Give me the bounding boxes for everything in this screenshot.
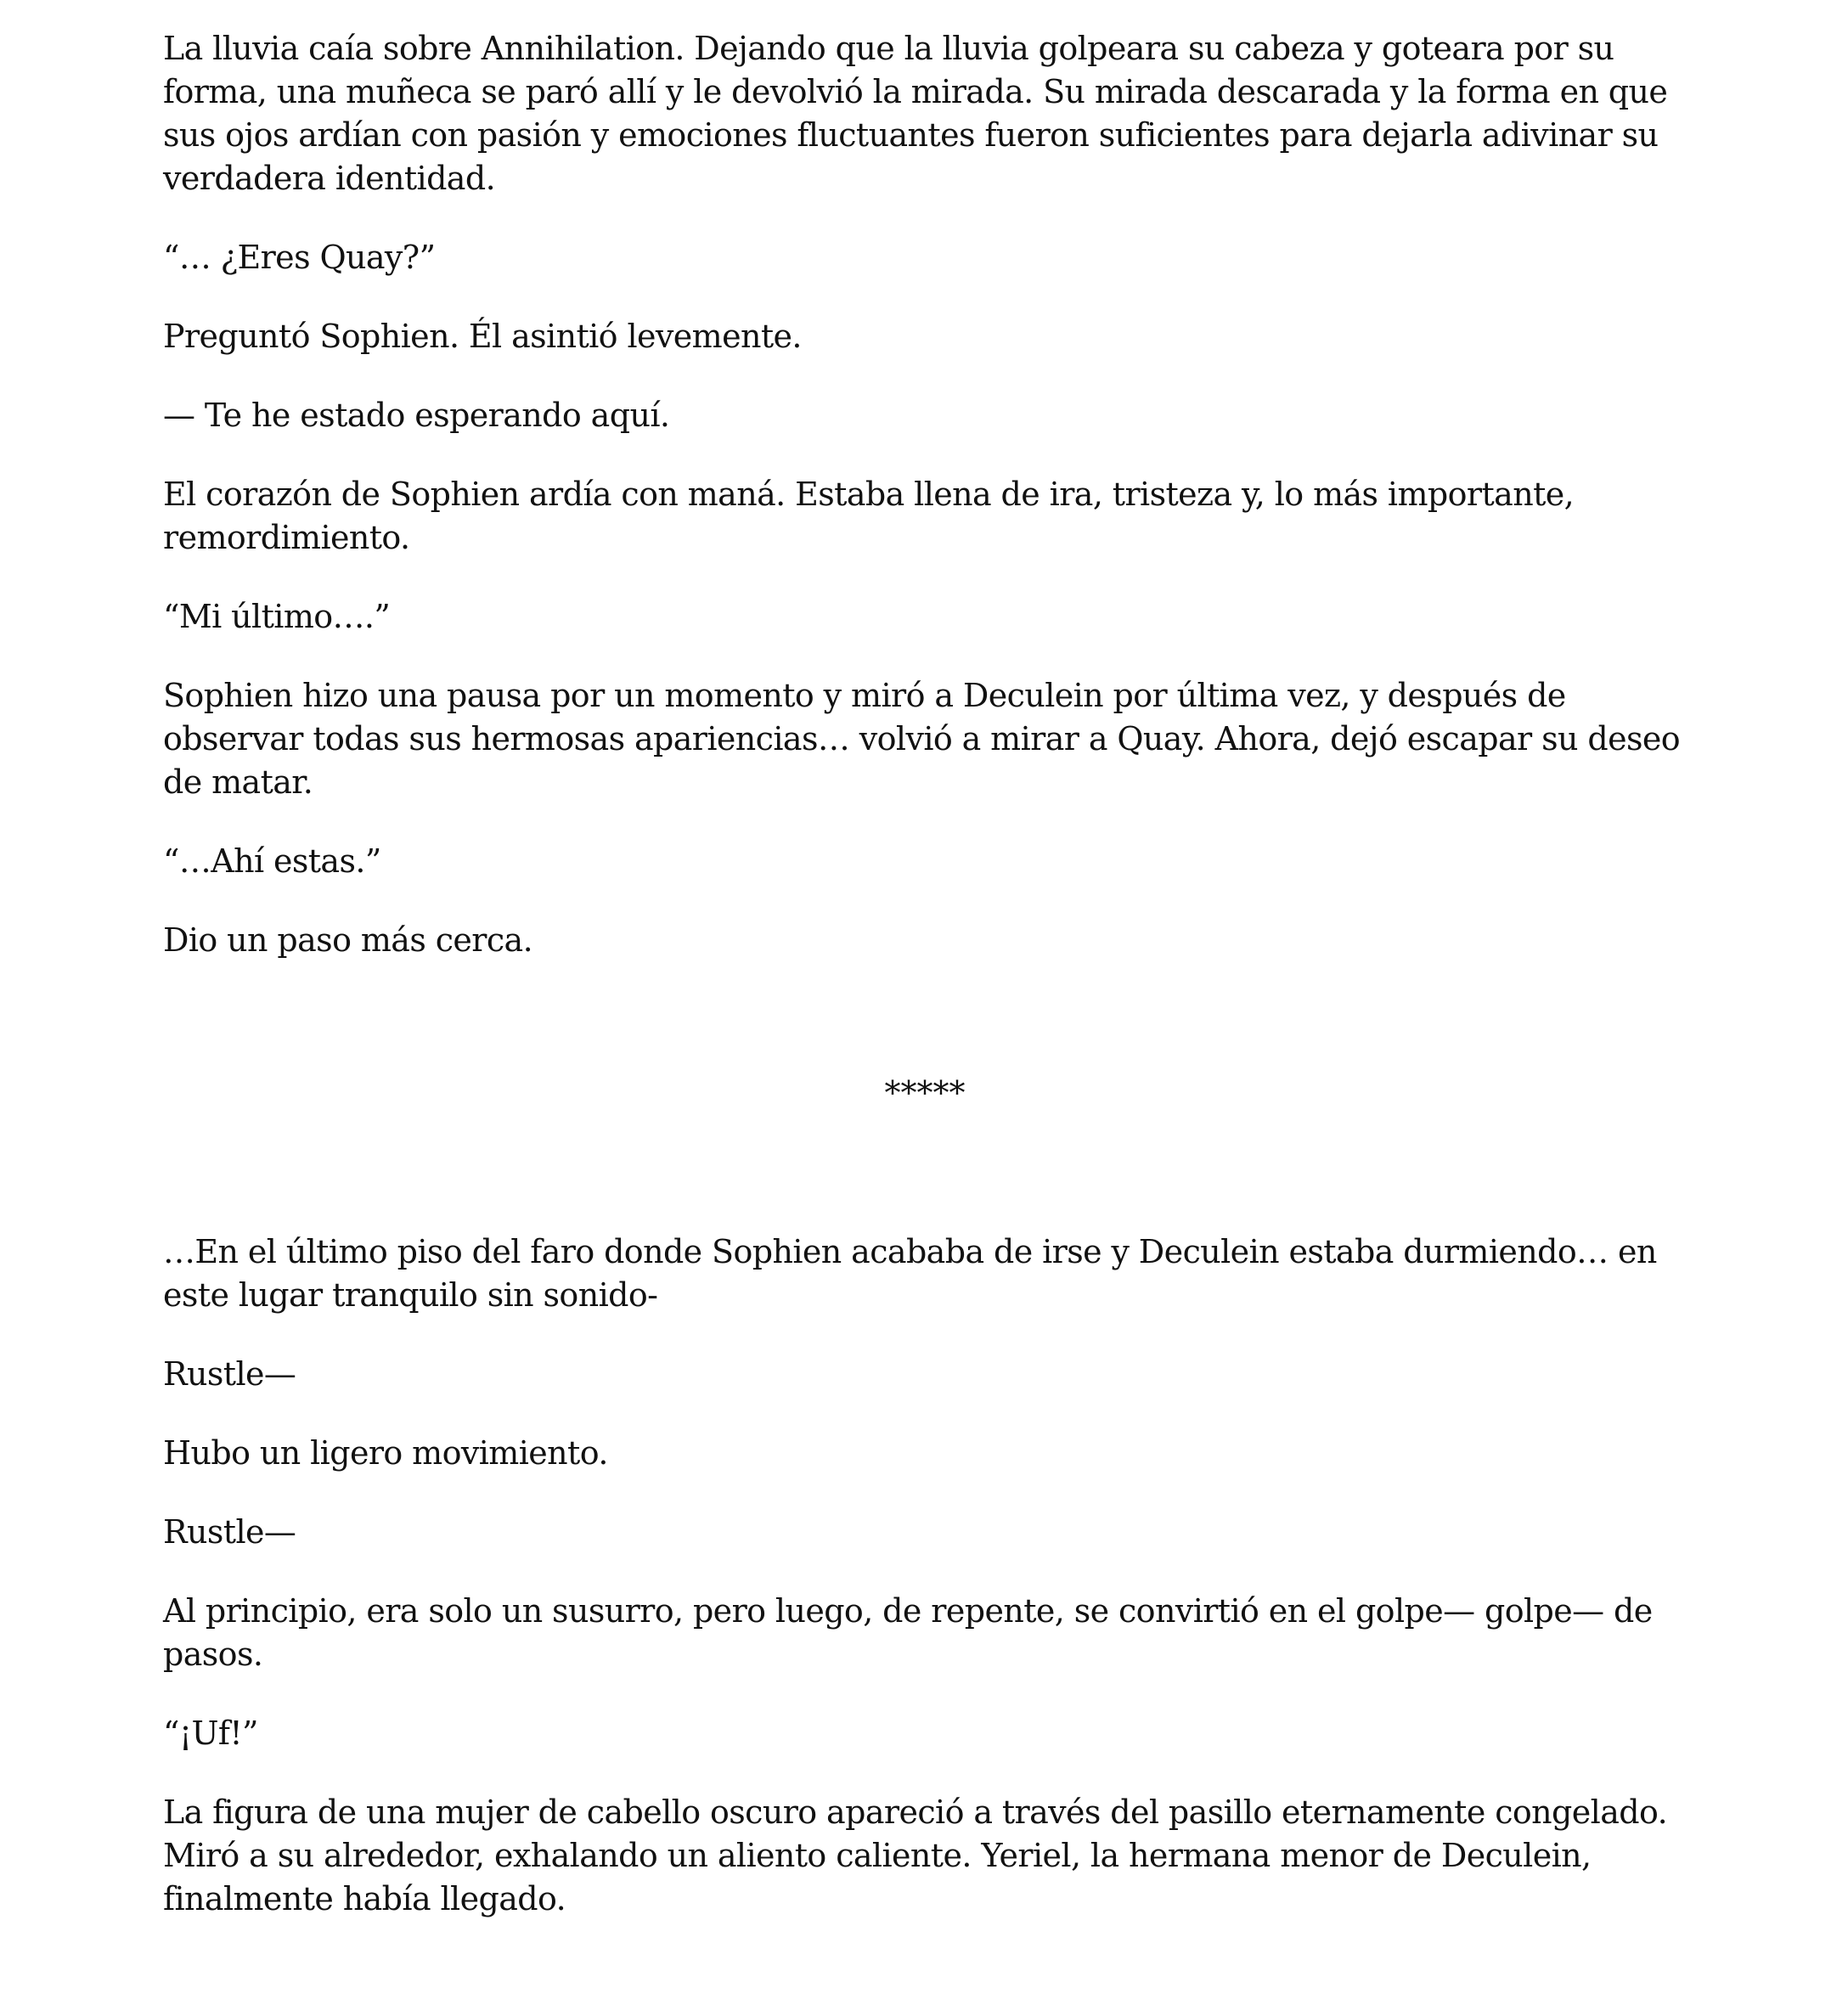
separator-spacing-bottom (163, 1115, 1687, 1230)
paragraph-heart-mana: El corazón de Sophien ardía con maná. Estaba llena de ira, tristeza y, lo más importante, remordimiento. (163, 476, 1575, 556)
paragraph-sophien-asked: Preguntó Sophien. Él asintió levemente. (163, 318, 802, 355)
sound-rustle-1: Rustle— (163, 1355, 296, 1393)
dialogue-my-last: “Mi último….” (163, 598, 391, 635)
story-section-2 (163, 1230, 1687, 1921)
paragraph-footsteps: Al principio, era solo un susurro, pero luego, de repente, se convirtió en el golpe— golpe— de pasos. (163, 1592, 1653, 1673)
paragraph-rain-doll: La lluvia caía sobre Annihilation. Dejando que la lluvia golpeara su cabeza y goteara por su forma, una muñeca se paró allí y le devolvió la mirada. Su mirada descarada y la forma en que sus ojos ardían con pasión y emociones fluctuantes fueron suficientes para dejarla adivinar su verdadera identidad. (163, 30, 1668, 197)
paragraph-lighthouse-top-floor: …En el último piso del faro donde Sophien acababa de irse y Deculein estaba durmiendo… en este lugar tranquilo sin sonido- (163, 1233, 1657, 1314)
dialogue-there-you-are: “…Ahí estas.” (163, 842, 381, 880)
separator-spacing-top (163, 998, 1687, 1072)
dialogue-waiting-here: — Te he estado esperando aquí. (163, 397, 670, 434)
dialogue-are-you-quay: “… ¿Eres Quay?” (163, 239, 436, 276)
dialogue-uf: “¡Uf!” (163, 1715, 258, 1752)
sound-rustle-2: Rustle— (163, 1513, 296, 1551)
paragraph-sophien-paused: Sophien hizo una pausa por un momento y miró a Deculein por última vez, y después de observar todas sus hermosas apariencias… volvió a mirar a Quay. Ahora, dejó escapar su deseo de matar. (163, 677, 1681, 801)
story-section-1 (163, 27, 1687, 962)
paragraph-slight-movement: Hubo un ligero movimiento. (163, 1434, 608, 1472)
paragraph-step-closer: Dio un paso más cerca. (163, 921, 533, 959)
paragraph-yeriel-arrived: La figura de una mujer de cabello oscuro apareció a través del pasillo eternamente congelado. Miró a su alrededor, exhalando un aliento caliente. Yeriel, la hermana menor de Deculein, finalmente había llegado. (163, 1793, 1668, 1917)
section-separator: ***** (884, 1074, 966, 1112)
